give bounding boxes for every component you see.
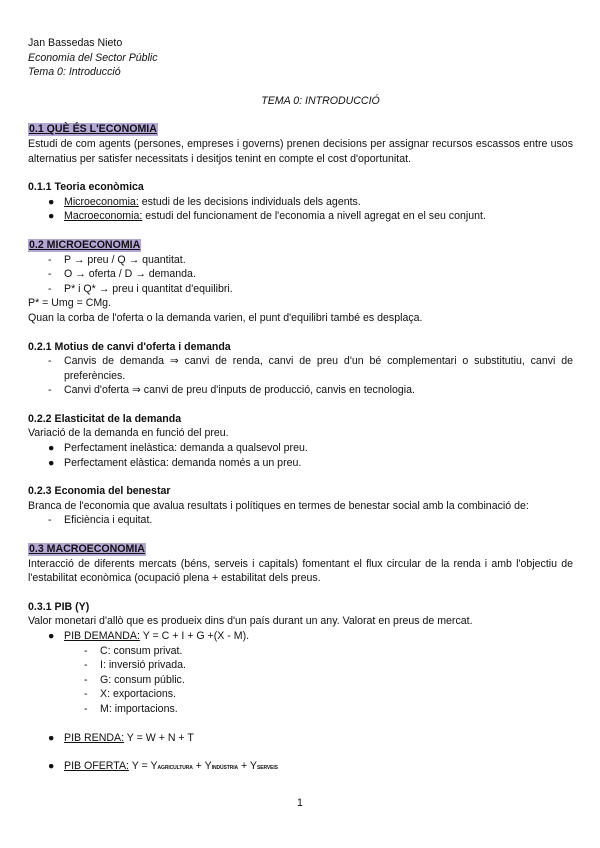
section-heading-text: 0.2 MICROECONOMIA [29,238,141,251]
list-item-text: P* i Q* → preu i quantitat d'equilibri. [64,282,233,295]
list-item-text: P → preu / Q → quantitat. [64,253,186,266]
list-item-text: C: consum privat. [100,644,183,657]
definition: estudi del funcionament de l'economia a nivell agregat en el seu conjunt. [142,210,486,223]
definition: estudi de les decisions individuals dels agents. [138,195,361,208]
subscript: AGRICULTURA [157,765,193,772]
list-item [28,441,573,456]
dash-icon: - [84,644,88,657]
paragraph: Interacció de diferents mercats (béns, serveis i capitals) fomentant el flux circular de la renda i amb l'objectiu de l'estabilitat econòmica (ocupació plena + estabilitat dels preus. [28,557,573,585]
paragraph: Valor monetari d'allò que es produeix dins d'un país durant un any. Valorat en preus de mercat. [28,615,473,628]
list-item [28,456,573,471]
subsection-heading: 0.2.3 Economia del benestar [28,485,171,498]
list-item [28,253,573,268]
section-heading [28,238,573,253]
bullet-icon: ● [48,456,55,469]
dash-icon: - [48,268,52,281]
equation-part: Y = Y [128,760,158,773]
dash-icon: - [48,253,52,266]
dash-icon: - [48,282,52,295]
list-item-text: X: exportacions. [100,688,176,701]
list-item-text: O → oferta / D → demanda. [64,268,196,281]
list-item [28,644,573,659]
list-item [28,282,573,297]
list-item-text: Perfectament inelàstica: demanda a qualsevol preu. [64,442,308,455]
dash-icon: - [84,673,88,686]
subscript: SERVEIS [256,765,278,772]
equation-part: + Y [238,760,257,773]
subscript: INDÚSTRIA [211,765,239,772]
list-item [28,702,573,717]
list-item-text: Canvi d'oferta ⇒ canvi de preu d'inputs de producció, canvis en tecnologia. [64,384,415,397]
equation: Y = C + I + G +(X - M). [139,630,250,642]
bullet-icon: ● [48,210,55,223]
list-item-text: I: inversió privada. [100,659,186,672]
bullet-icon: ● [48,195,55,208]
subsection-heading: 0.3.1 PIB (Y) [28,600,90,613]
list-item [28,195,573,210]
author: Jan Bassedas Nieto [28,37,123,49]
paragraph: Estudi de com agents (persones, empreses i governs) prenen decisions per assignar recursos escassos entre usos alternatius per satisfer necessitats i desitjos tenint en compte el cost d'oportunitat. [28,137,573,165]
list-item [28,513,573,528]
paragraph: Variació de la demanda en funció del preu. [28,427,229,440]
list-item [28,383,573,398]
list-item-text: Perfectament elàstica: demanda només a un preu. [64,456,302,469]
term: PIB RENDA: [64,731,125,744]
equation: P* = Umg = CMg. [28,297,112,310]
section-heading-text: 0.1 QUÈ ÉS L'ECONOMIA [29,123,157,136]
bullet-icon: ● [48,630,55,642]
subsection-heading: 0.2.1 Motius de canvi d'oferta i demanda [28,340,231,353]
equation-part: + Y [192,760,212,773]
subsection-heading: 0.2.2 Elasticitat de la demanda [28,412,182,425]
list-item [28,267,573,282]
term: Macroeconomia: [64,210,143,223]
bullet-icon: ● [48,731,55,744]
dash-icon: - [84,702,88,715]
section-heading [28,122,573,137]
bullet-icon: ● [48,760,55,773]
term: PIB OFERTA: [64,760,129,773]
section-heading-text: 0.3 MACROECONOMIA [29,543,145,556]
dash-icon: - [84,659,88,672]
list-item [28,687,573,702]
list-item [28,673,573,688]
list-item [28,629,573,644]
list-item-text: Eficiència i equitat. [64,514,153,527]
dash-icon: - [48,384,52,397]
page-number: 1 [297,797,303,809]
term: PIB DEMANDA: [64,630,140,642]
dash-icon: - [48,355,52,368]
list-item [28,209,573,224]
paragraph: Quan la corba de l'oferta o la demanda varien, el punt d'equilibri també es desplaça. [28,311,423,324]
dash-icon: - [48,514,52,527]
list-item-text: G: consum públic. [100,673,185,686]
list-item-text: M: importacions. [100,702,178,715]
section-heading [28,542,573,557]
list-item [28,731,573,746]
paragraph: Branca de l'economia que avalua resultats i polítiques en termes de benestar social amb la combinació de: [28,499,529,512]
term: Microeconomia: [64,195,139,208]
subsection-heading: 0.1.1 Teoria econòmica [28,181,144,194]
list-item [28,354,573,383]
list-item [28,759,573,776]
dash-icon: - [84,688,88,701]
document-title: TEMA 0: INTRODUCCIÓ [261,94,380,107]
equation: Y = W + N + T [124,731,194,744]
course-name: Economia del Sector Públic [28,51,158,64]
list-item [28,658,573,673]
list-item-text: Canvis de demanda ⇒ canvi de renda, canvi de preu d'un bé complementari o substitutiu, canvi de preferències. [64,355,573,382]
bullet-icon: ● [48,442,55,455]
document-page [28,36,573,776]
topic-name: Tema 0: Introducció [28,66,121,79]
